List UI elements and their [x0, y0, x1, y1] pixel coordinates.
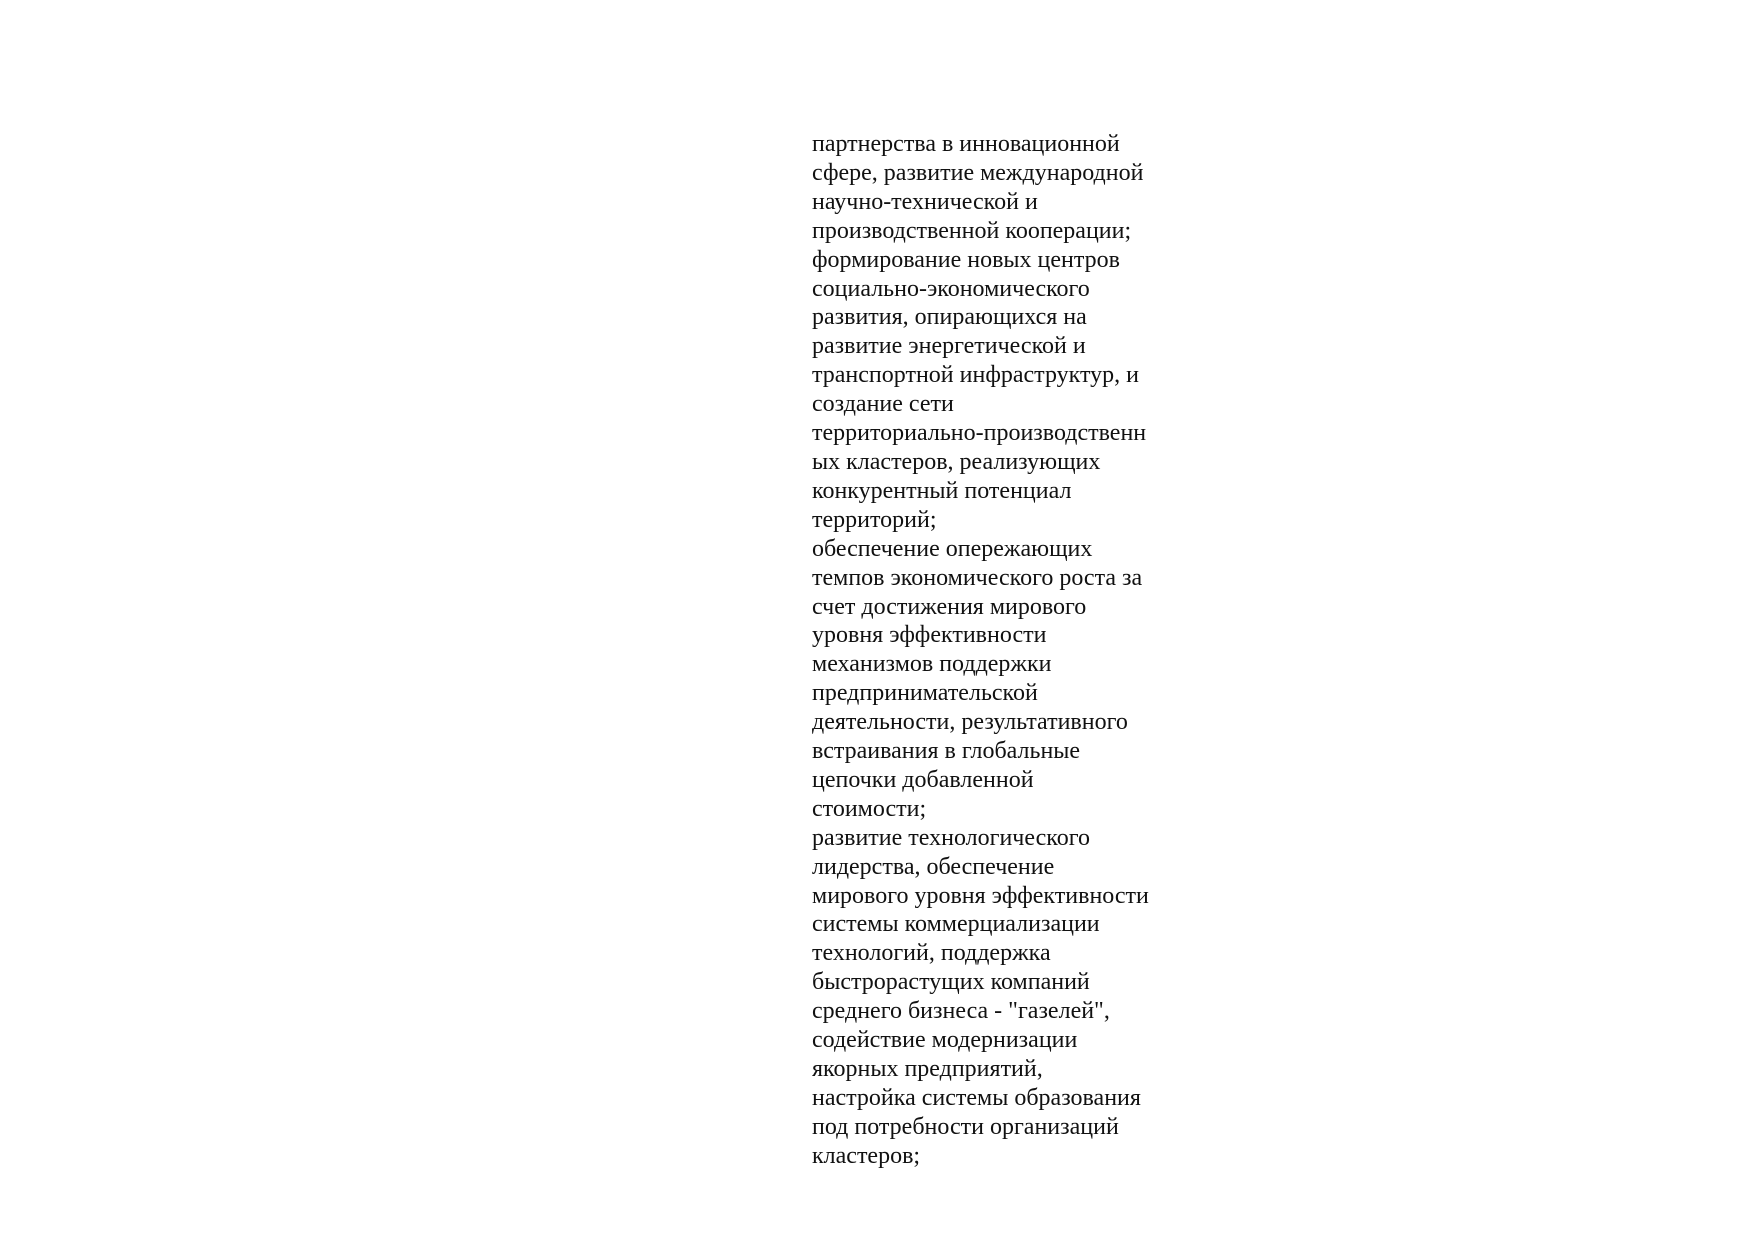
text-line: партнерства в инновационной [812, 131, 1120, 157]
text-column [812, 130, 1192, 1171]
text-line: территориально-производственн [812, 420, 1147, 447]
text-line: настройка системы образования [812, 1084, 1141, 1111]
text-line: создание сети [812, 391, 954, 418]
text-line: счет достижения мирового [812, 593, 1087, 620]
text-line: цепочки добавленной [812, 766, 1034, 793]
text-line: встраивания в глобальные [812, 738, 1081, 765]
text-line: развитие технологического [812, 824, 1090, 851]
text-line: деятельности, результативного [812, 709, 1128, 736]
text-line: под потребности организаций [812, 1113, 1119, 1140]
text-line: сфере, развитие международной [812, 159, 1144, 186]
text-line: обеспечение опережающих [812, 535, 1093, 562]
text-line: формирование новых центров [812, 246, 1120, 273]
text-line: быстрорастущих компаний [812, 969, 1090, 996]
text-line: производственной кооперации; [812, 217, 1132, 244]
text-line: уровня эффективности [812, 622, 1047, 649]
text-line: среднего бизнеса - "газелей", [812, 998, 1110, 1025]
text-line: научно-технической и [812, 188, 1038, 215]
text-line: мирового уровня эффективности [812, 882, 1149, 909]
text-line: стоимости; [812, 795, 927, 822]
text-line: конкурентный потенциал [812, 477, 1072, 504]
text-line: предпринимательской [812, 680, 1038, 707]
text-line: территорий; [812, 506, 937, 533]
text-line: ых кластеров, реализующих [812, 448, 1101, 475]
text-line: технологий, поддержка [812, 940, 1051, 967]
text-line: лидерства, обеспечение [812, 853, 1055, 880]
text-line: социально-экономического [812, 275, 1090, 302]
text-line: якорных предприятий, [812, 1056, 1043, 1082]
text-line: системы коммерциализации [812, 911, 1100, 938]
text-line: кластеров; [812, 1142, 921, 1169]
text-line: транспортной инфраструктур, и [812, 362, 1139, 389]
text-line: содействие модернизации [812, 1027, 1078, 1054]
text-line: развитие энергетической и [812, 333, 1086, 360]
text-line: механизмов поддержки [812, 651, 1052, 678]
text-line: развития, опирающихся на [812, 304, 1087, 331]
text-line: темпов экономического роста за [812, 564, 1143, 591]
